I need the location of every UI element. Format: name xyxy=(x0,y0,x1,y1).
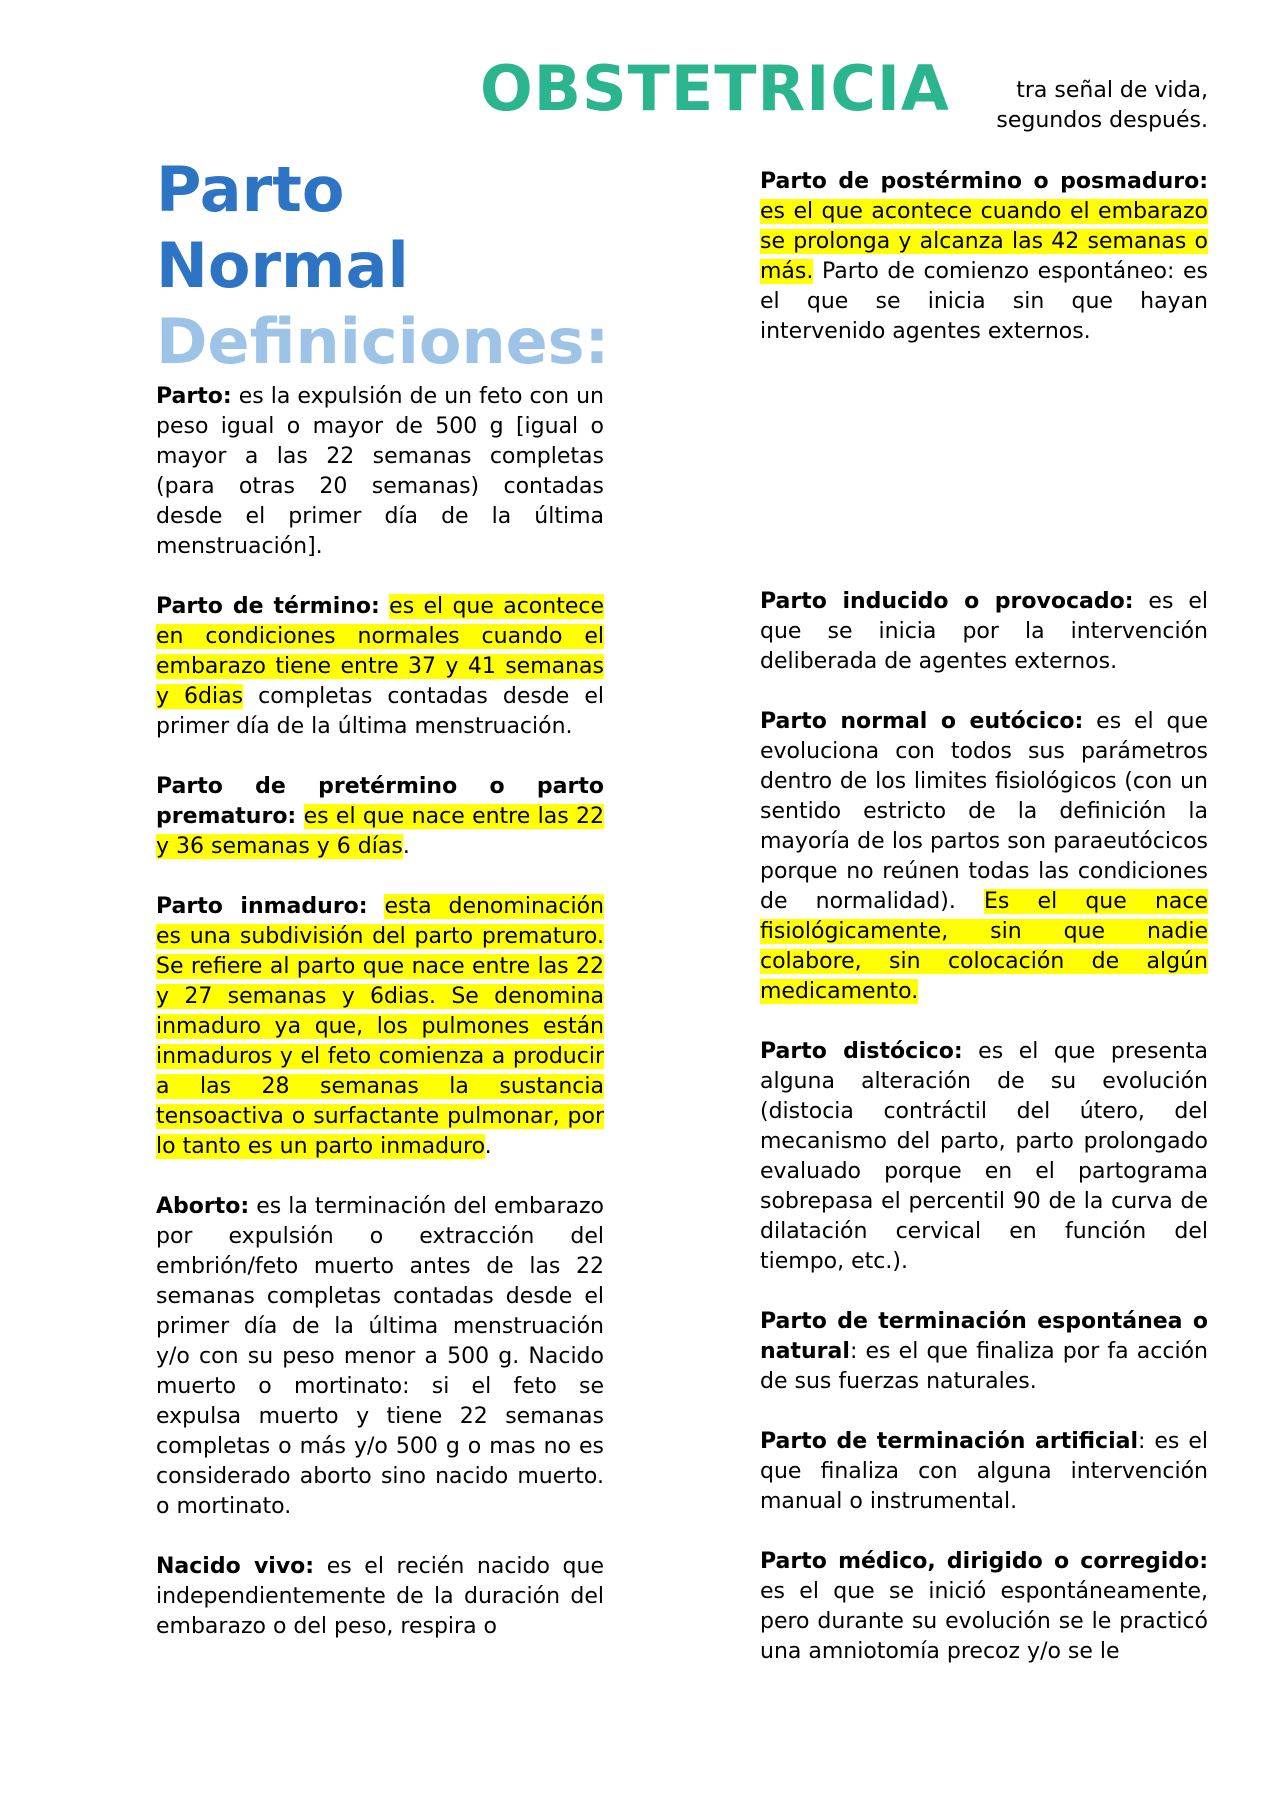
definition-text: . xyxy=(402,834,410,859)
definition-text: es el que presenta alguna alteración de su evolución (distocia contráctil del útero, del mecanismo del parto, parto prolongado evaluado porque en el partograma sobrepasa el percentil 90 de la curva de dilatación cervical en función del tiempo, etc.). xyxy=(760,1039,1208,1274)
term-label: Parto de postérmino o posmaduro: xyxy=(760,169,1208,194)
definition-aborto xyxy=(156,1192,604,1522)
term-label: Parto médico, dirigido o corregido: xyxy=(760,1549,1208,1574)
highlighted-text: Es el que nace fisiológicamente, sin que nadie colabore, sin colocación de algún medicamento. xyxy=(760,889,1209,1004)
term-label: Parto de terminación espontánea o natural xyxy=(760,1309,1208,1364)
definition-text: Parto de comienzo espontáneo: es el que se inicia sin que hayan intervenido agentes externos. xyxy=(760,259,1208,344)
definition-terminacion-artificial xyxy=(760,1427,1208,1517)
definition-text: completas contadas desde el primer día de la última menstruación. xyxy=(156,684,605,739)
definition-parto xyxy=(156,382,604,562)
term-label: Parto distócico: xyxy=(760,1039,963,1064)
clipped-line: tra señal de vida, xyxy=(1016,78,1208,103)
definition-text: : es el que finaliza con alguna intervención manual o instrumental. xyxy=(760,1429,1208,1514)
definition-text: es el que se inicia por la intervención deliberada de agentes externos. xyxy=(760,589,1208,674)
definition-parto-medico xyxy=(760,1547,1208,1667)
term-label: Parto de pretérmino o parto prematuro: xyxy=(156,774,604,829)
definition-parto-inducido xyxy=(760,587,1208,677)
clipped-top-text xyxy=(958,76,1208,136)
term-label: Parto inmaduro: xyxy=(156,894,368,919)
definition-text: es el recién nacido que independientemente de la duración del embarazo o del peso, respira o xyxy=(156,1554,604,1639)
page-title: OBSTETRICIA xyxy=(480,52,950,125)
right-column-top xyxy=(760,167,1208,377)
definition-parto-distocico xyxy=(760,1037,1208,1277)
highlighted-text: es el que acontece cuando el embarazo se prolonga y alcanza las 42 semanas o más. xyxy=(760,199,1208,284)
definition-text: . xyxy=(484,1134,492,1159)
term-label: Nacido vivo: xyxy=(156,1554,315,1579)
term-label: Parto de término: xyxy=(156,594,380,619)
definition-text: es la expulsión de un feto con un peso igual o mayor de 500 g [igual o mayor a las 22 semanas completas (para otras 20 semanas) contadas desde el primer día de la última menstruación]. xyxy=(156,384,604,559)
definition-text: es la terminación del embarazo por expulsión o extracción del embrión/feto muerto antes de las 22 semanas completas contadas desde el primer día de la última menstruación y/o con su peso menor a 500 g. Nacido muerto o mortinato: si el feto se expulsa muerto y tiene 22 semanas completas o más y/o 500 g o mas no es considerado aborto sino nacido muerto. o mortinato. xyxy=(156,1194,604,1519)
term-label: Aborto: xyxy=(156,1194,250,1219)
definition-parto-pretermino xyxy=(156,772,604,862)
definition-parto-postermino xyxy=(760,167,1208,347)
highlighted-text: es el que nace entre las 22 y 36 semanas y 6 días xyxy=(156,804,604,859)
definition-parto-inmaduro xyxy=(156,892,604,1162)
definition-parto-termino xyxy=(156,592,604,742)
heading-line-definiciones: Definiciones: xyxy=(156,305,610,378)
clipped-line: segundos después. xyxy=(996,108,1208,133)
section-heading xyxy=(156,152,609,380)
highlighted-text: esta denominación es una subdivisión del parto prematuro. Se refiere al parto que nace entre las 22 y 27 semanas y 6dias. Se denomina inmaduro ya que, los pulmones están inmaduros y el feto comienza a producir a las 28 semanas la sustancia tensoactiva o surfactante pulmonar, por lo tanto es un parto inmaduro xyxy=(156,894,604,1159)
definition-text: es el que evoluciona con todos sus parámetros dentro de los limites fisiológicos (con un sentido estricto de la definición la mayoría de los partos son paraeutócicos porque no reúnen todas las condiciones de normalidad). xyxy=(760,709,1208,914)
highlighted-text: es el que acontece en condiciones normales cuando el embarazo tiene entre 37 y 41 semanas y 6dias xyxy=(156,594,604,709)
definition-text: : es el que finaliza por fa acción de sus fuerzas naturales. xyxy=(760,1339,1208,1394)
definition-text: es el que se inició espontáneamente, pero durante su evolución se le practicó una amniotomía precoz y/o se le xyxy=(760,1579,1208,1664)
heading-line-normal: Normal xyxy=(156,229,409,302)
term-label: Parto inducido o provocado: xyxy=(760,589,1134,614)
definition-parto-eutocico xyxy=(760,707,1208,1007)
term-label: Parto normal o eutócico: xyxy=(760,709,1084,734)
heading-line-parto: Parto xyxy=(156,153,345,226)
definition-terminacion-espontanea xyxy=(760,1307,1208,1397)
left-column xyxy=(156,382,604,1672)
definition-nacido-vivo xyxy=(156,1552,604,1642)
term-label: Parto: xyxy=(156,384,232,409)
term-label: Parto de terminación artificial xyxy=(760,1429,1139,1454)
right-column xyxy=(760,587,1208,1697)
